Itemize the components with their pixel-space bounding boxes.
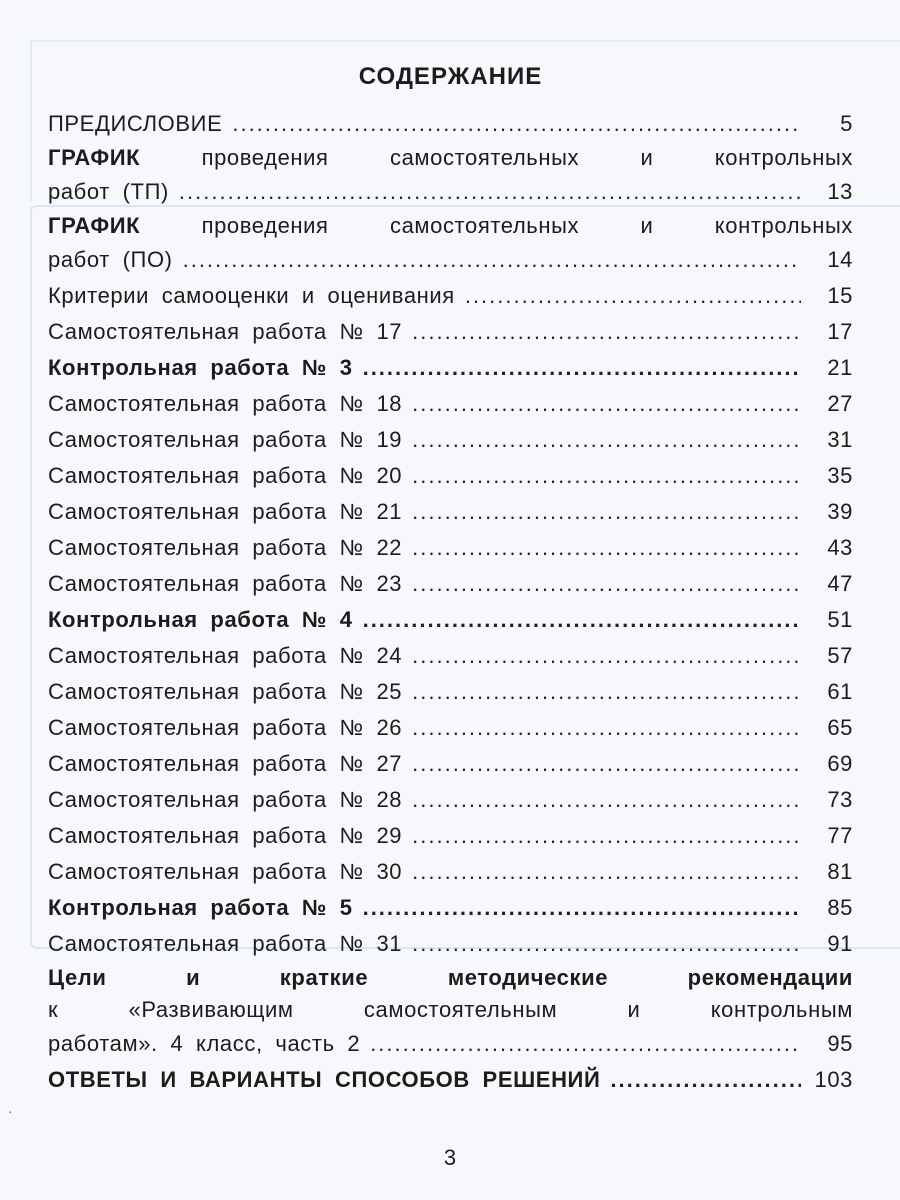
toc-entry-label: Самостоятельная работа № 28 [48,787,403,812]
toc-entry-page: 43 [827,535,853,560]
toc-entry-page: 73 [827,787,853,812]
dot-leader [412,674,801,710]
page-number: 3 [443,1145,457,1170]
toc-entry-label: Самостоятельная работа № 22 [48,535,403,560]
toc-entry-label: ПРЕДИСЛОВИЕ [48,111,223,136]
dot-leader [363,890,801,926]
toc-entry-independent-31[interactable] [48,926,853,962]
toc-entry-page: 27 [827,391,853,416]
toc-entry-label: Контрольная работа № 5 [48,895,353,920]
toc-entry-page: 35 [827,463,853,488]
toc-entry-page: 77 [827,823,853,848]
toc-entry-page: 81 [827,859,853,884]
toc-entry-independent-27[interactable] [48,746,853,782]
toc-entry-label [48,142,853,174]
toc-entry-page: 17 [827,319,853,344]
toc-entry-page: 15 [827,283,853,308]
toc-entry-label: Самостоятельная работа № 26 [48,715,403,740]
toc-entry-page: 95 [827,1031,853,1056]
toc-entry-independent-22[interactable] [48,530,853,566]
toc-entry-page: 21 [827,355,853,380]
toc-entry-independent-18[interactable] [48,386,853,422]
dot-leader [412,782,801,818]
scan-speck: · [8,1103,13,1119]
dot-leader [232,106,801,142]
toc-entry-label: Контрольная работа № 3 [48,355,353,380]
toc-entry-label: Самостоятельная работа № 29 [48,823,403,848]
toc-entry-independent-26[interactable] [48,710,853,746]
toc-entry-page: 69 [827,751,853,776]
toc-entry-answers[interactable] [48,1062,853,1098]
toc-entry-independent-21[interactable] [48,494,853,530]
dot-leader [412,854,801,890]
toc-entry-page: 103 [814,1067,853,1092]
dot-leader [363,350,801,386]
toc-entry-label-rest: проведения самостоятельных и контрольных [140,213,853,238]
dot-leader [183,242,801,278]
toc-entry-label-line2: работ (ПО) [48,247,173,272]
dot-leader [412,386,801,422]
toc-entry-independent-29[interactable] [48,818,853,854]
toc-entry-label: Самостоятельная работа № 20 [48,463,403,488]
toc-entry-page: 5 [840,111,853,136]
toc-entry-label: Самостоятельная работа № 18 [48,391,403,416]
toc-entry-page: 13 [827,179,853,204]
toc-entry-label: Самостоятельная работа № 25 [48,679,403,704]
toc-entry-page: 51 [827,607,853,632]
toc-entry-label: Самостоятельная работа № 31 [48,931,403,956]
dot-leader [363,602,801,638]
dot-leader [412,818,801,854]
toc-entry-label-line3: работам». 4 класс, часть 2 [48,1031,361,1056]
dot-leader [465,278,801,314]
dot-leader [412,926,801,962]
toc-entry-criteria[interactable] [48,278,853,314]
toc-entry-independent-25[interactable] [48,674,853,710]
dot-leader [412,530,801,566]
toc-entry-label-line2: работ (ТП) [48,179,169,204]
toc-entry-independent-19[interactable] [48,422,853,458]
toc-entry-label [48,210,853,242]
dot-leader [179,174,801,210]
toc-entry-label: Самостоятельная работа № 17 [48,319,403,344]
toc-entry-page: 61 [827,679,853,704]
toc-entry-control-4[interactable] [48,602,853,638]
toc-entry-page: 31 [827,427,853,452]
dot-leader [370,1026,801,1062]
toc-entry-label: Критерии самооценки и оценивания [48,283,455,308]
toc-entry-label: Контрольная работа № 4 [48,607,353,632]
toc-entry-label: Самостоятельная работа № 24 [48,643,403,668]
toc-entry-control-5[interactable] [48,890,853,926]
toc-entry-independent-17[interactable] [48,314,853,350]
table-of-contents [48,60,853,1098]
toc-entry-independent-23[interactable] [48,566,853,602]
toc-entry-preface[interactable] [48,106,853,142]
dot-leader [412,494,801,530]
toc-entry-independent-20[interactable] [48,458,853,494]
toc-entry-independent-24[interactable] [48,638,853,674]
toc-entry-label-line2: к «Развивающим самостоятельным и контрольным [48,997,853,1022]
dot-leader [412,746,801,782]
toc-entry-label: Самостоятельная работа № 30 [48,859,403,884]
dot-leader [610,1062,801,1098]
dot-leader [412,638,801,674]
toc-entry-label-bold: ГРАФИК [48,145,141,170]
dot-leader [412,458,801,494]
toc-entry-label: Самостоятельная работа № 19 [48,427,403,452]
toc-entry-page: 65 [827,715,853,740]
toc-entry-label: ОТВЕТЫ И ВАРИАНТЫ СПОСОБОВ РЕШЕНИЙ [48,1067,601,1092]
toc-entry-label: Самостоятельная работа № 23 [48,571,403,596]
toc-entry-methodology[interactable] [48,962,853,1062]
toc-entry-label: Самостоятельная работа № 21 [48,499,403,524]
toc-entry-label-rest: проведения самостоятельных и контрольных [140,145,853,170]
toc-entry-page: 85 [827,895,853,920]
toc-entry-schedule-tp[interactable] [48,142,853,210]
toc-entry-schedule-po[interactable] [48,210,853,278]
toc-entry-label: Самостоятельная работа № 27 [48,751,403,776]
dot-leader [412,314,801,350]
toc-entry-page: 47 [827,571,853,596]
toc-entry-independent-28[interactable] [48,782,853,818]
toc-entry-page: 57 [827,643,853,668]
toc-entry-label: Цели и краткие методические рекомендации [48,965,853,990]
dot-leader [412,566,801,602]
toc-entry-label-bold: ГРАФИК [48,213,141,238]
page-title: СОДЕРЖАНИЕ [358,63,543,90]
toc-entry-control-3[interactable] [48,350,853,386]
toc-entry-page: 39 [827,499,853,524]
toc-entry-independent-30[interactable] [48,854,853,890]
dot-leader [412,422,801,458]
dot-leader [412,710,801,746]
toc-entry-page: 14 [827,247,853,272]
toc-entry-page: 91 [827,931,853,956]
